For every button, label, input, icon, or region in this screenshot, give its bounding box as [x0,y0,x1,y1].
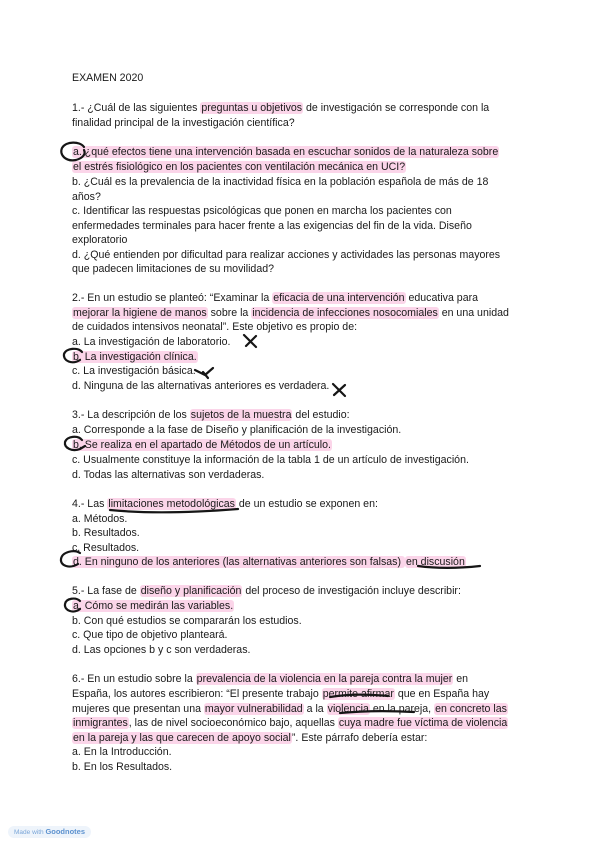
q1-stem-line1: 1.- ¿Cuál de las siguientes preguntas u objetivos de investigación se corresponde con la [72,102,490,114]
q2-option-a: a. La investigación de laboratorio. [72,336,231,348]
q5-option-d: d. Las opciones b y c son verdaderas. [72,644,251,656]
q6-stem-line3: mujeres que presentan una mayor vulnerabilidad a la violencia en la pareja, en concreto las [72,703,507,715]
exam-title: EXAMEN 2020 [72,72,144,84]
q1-option-b: b. ¿Cuál es la prevalencia de la inactividad física en la población española de más de 18 [72,176,489,188]
q4-option-c: c. Resultados. [72,542,140,554]
q1-option-d: d. ¿Qué entienden por dificultad para realizar acciones y actividades las personas mayores [72,249,501,261]
q1-option-a-cont: el estrés fisiológico en los pacientes con ventilación mecánica en UCI? [73,161,406,173]
q3-option-d: d. Todas las alternativas son verdaderas. [72,469,265,481]
q4-stem: 4.- Las limitaciones metodológicas de un estudio se exponen en: [72,498,378,510]
q1-option-c-cont: enfermedades terminales para hacer frente a las exigencias del fin de la vida. Diseño [72,220,472,232]
q4-option-b: b. Resultados. [72,527,140,539]
q2-cross-a [244,335,256,347]
q4-option-d: d. En ninguno de los anteriores (las alternativas anteriores son falsas) en discusión [73,556,465,568]
q6-stem-line2: España, los autores escribieron: “El presente trabajo permite afirmar que en España hay [72,688,490,700]
q6-option-a: a. En la Introducción. [72,746,172,758]
q2-check-c [195,368,213,378]
q2-stem-line2: mejorar la higiene de manos sobre la incidencia de infecciones nosocomiales en una unidad [73,307,509,319]
q5-stem: 5.- La fase de diseño y planificación del proceso de investigación incluye describir: [72,585,461,597]
q3-stem: 3.- La descripción de los sujetos de la muestra del estudio: [72,409,350,421]
q1-option-c: c. Identificar las respuestas psicológicas que ponen en marcha los pacientes con [72,205,452,217]
q1-option-b-cont: años? [72,191,101,203]
q3-option-a: a. Corresponde a la fase de Diseño y planificación de la investigación. [72,424,402,436]
q6-stem-line1: 6.- En un estudio sobre la prevalencia de la violencia en la pareja contra la mujer en [72,673,468,685]
q5-option-a: a. Cómo se medirán las variables. [73,600,234,612]
q2-option-d: d. Ninguna de las alternativas anteriores es verdadera. [72,380,330,392]
q6-stem-line5: en la pareja y las que carecen de apoyo social”. Este párrafo debería estar: [73,732,428,744]
q2-stem-line3: de cuidados intensivos neonatal”. Este objetivo es propio de: [72,321,358,333]
q1-option-d-cont: que padecen limitaciones de su movilidad? [72,263,274,275]
q6-stem-line4: inmigrantes, las de nivel socioeconómico bajo, aquellas cuya madre fue víctima de violencia [73,717,508,729]
q2-cross-d [333,384,345,396]
q1-option-c-cont2: exploratorio [72,234,128,246]
q2-stem-line1: 2.- En un estudio se planteó: “Examinar la eficacia de una intervención educativa para [72,292,479,304]
q1-stem-line2: finalidad principal de la investigación científica? [72,117,295,129]
q4-option-a: a. Métodos. [72,513,128,525]
q5-option-c: c. Que tipo de objetivo planteará. [72,629,228,641]
q3-option-c: c. Usualmente constituye la información de la tabla 1 de un artículo de investigación. [72,454,469,466]
q2-option-b: b. La investigación clínica. [73,351,197,363]
q2-option-c: c. La investigación básica. [72,365,196,377]
q6-option-b: b. En los Resultados. [72,761,173,773]
q3-option-b: b. Se realiza en el apartado de Métodos de un artículo. [73,439,331,451]
q1-option-a: a. ¿qué efectos tiene una intervención basada en escuchar sonidos de la naturaleza sobre [73,146,499,158]
goodnotes-badge: Made with Goodnotes [8,826,91,838]
q5-option-b: b. Con qué estudios se compararán los estudios. [72,615,302,627]
